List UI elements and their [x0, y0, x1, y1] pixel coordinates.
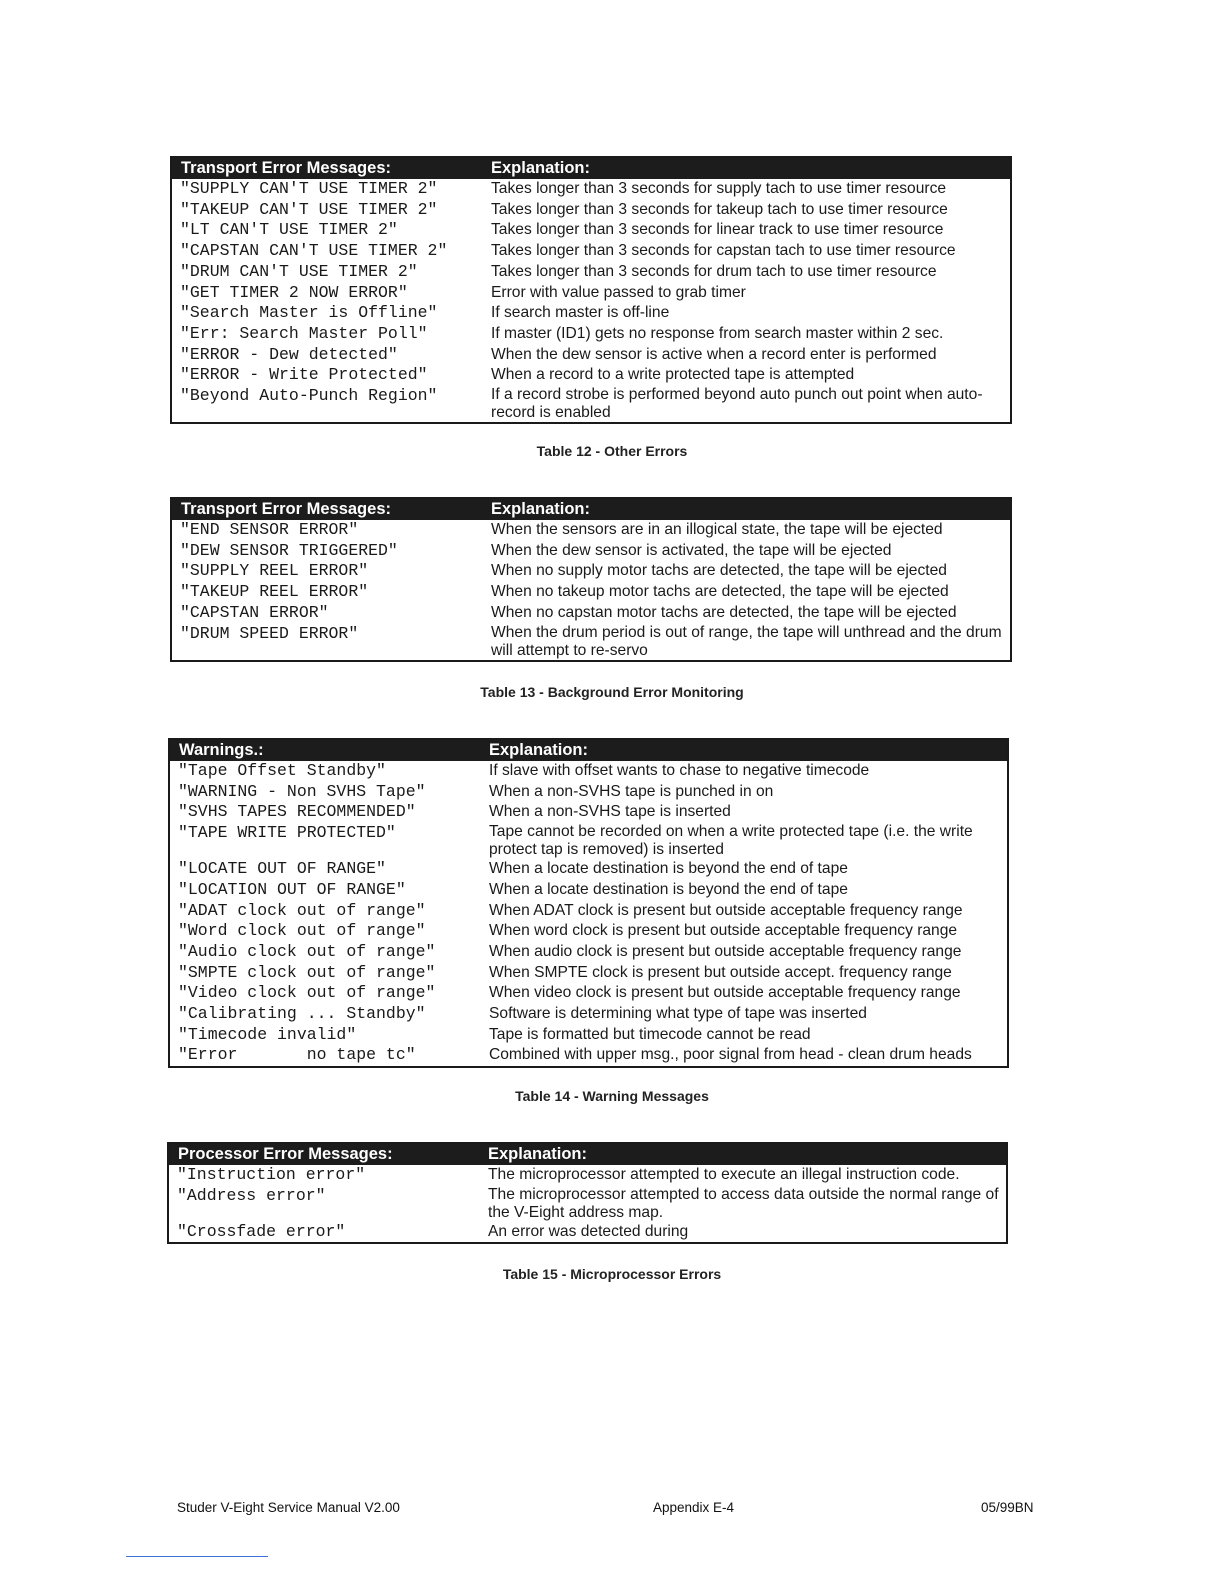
message-cell: "DEW SENSOR TRIGGERED": [180, 540, 398, 560]
header-explanation: Explanation:: [491, 159, 591, 177]
explanation-cell: When ADAT clock is present but outside acceptable frequency range: [489, 901, 963, 919]
explanation-cell: When no takeup motor tachs are detected, the tape will be ejected: [491, 583, 949, 601]
table-row: [170, 823, 1007, 859]
table-other-errors: [170, 156, 1012, 424]
explanation-cell: When the drum period is out of range, the tape will unthread and the drum will attempt to re-servo: [491, 623, 1002, 659]
table-row: [172, 541, 1010, 562]
message-cell: "CAPSTAN ERROR": [180, 602, 329, 622]
explanation-cell: Tape cannot be recorded on when a write protected tape (i.e. the write protect tap is removed) is inserted: [489, 823, 973, 859]
table-row: [170, 782, 1007, 803]
table-row: [172, 200, 1010, 221]
table-row: [172, 220, 1010, 241]
message-cell: "WARNING - Non SVHS Tape": [178, 781, 426, 801]
explanation-cell: When SMPTE clock is present but outside accept. frequency range: [489, 963, 952, 981]
explanation-cell: When a non-SVHS tape is punched in on: [489, 782, 774, 800]
table-row: [169, 1165, 1006, 1186]
explanation-cell: The microprocessor attempted to execute an illegal instruction code.: [488, 1166, 960, 1183]
header-messages: Processor Error Messages:: [178, 1145, 393, 1163]
table-row: [172, 365, 1010, 386]
table-row: [170, 1025, 1007, 1046]
header-explanation: Explanation:: [491, 500, 591, 518]
message-cell: "Err: Search Master Poll": [180, 323, 428, 343]
message-cell: "ERROR - Write Protected": [180, 365, 428, 385]
table-row: [170, 921, 1007, 942]
explanation-cell: When no capstan motor tachs are detected, the tape will be ejected: [491, 603, 957, 621]
message-cell: "Calibrating ... Standby": [178, 1004, 426, 1024]
table-row: [170, 1045, 1007, 1066]
table-row: [172, 520, 1010, 541]
footer-left: Studer V-Eight Service Manual V2.00: [177, 1500, 400, 1515]
table-row: [170, 859, 1007, 880]
message-cell: "SUPPLY REEL ERROR": [180, 561, 369, 581]
message-cell: "CAPSTAN CAN'T USE TIMER 2": [180, 241, 448, 261]
header-explanation: Explanation:: [488, 1145, 588, 1163]
message-cell: "Address error": [177, 1185, 326, 1205]
table-row: [170, 983, 1007, 1004]
explanation-cell: If search master is off-line: [491, 304, 670, 322]
message-cell: "GET TIMER 2 NOW ERROR": [180, 282, 408, 302]
table-header: [169, 1144, 1006, 1165]
table-row: [172, 262, 1010, 283]
table-row: [170, 761, 1007, 782]
table-header: [172, 499, 1010, 520]
explanation-cell: If a record strobe is performed beyond auto punch out point when auto-record is enabled: [491, 386, 983, 422]
explanation-cell: When the dew sensor is activated, the tape will be ejected: [491, 541, 892, 559]
table-row: [172, 386, 1010, 422]
explanation-cell: When word clock is present but outside acceptable frequency range: [489, 922, 958, 940]
table-row: [170, 942, 1007, 963]
table-row: [172, 582, 1010, 603]
explanation-cell: Error with value passed to grab timer: [491, 283, 746, 301]
message-cell: "LOCATION OUT OF RANGE": [178, 879, 406, 899]
header-messages: Warnings.:: [179, 741, 264, 759]
footer-right: 05/99BN: [981, 1500, 1034, 1515]
table-row: [169, 1186, 1006, 1222]
explanation-cell: The microprocessor attempted to access data outside the normal range of the V-Eight address map.: [488, 1185, 999, 1221]
message-cell: "LT CAN'T USE TIMER 2": [180, 220, 398, 240]
message-cell: "Audio clock out of range": [178, 941, 436, 961]
explanation-cell: When a locate destination is beyond the end of tape: [489, 880, 848, 898]
explanation-cell: When no supply motor tachs are detected, the tape will be ejected: [491, 562, 947, 580]
footer-center: Appendix E-4: [653, 1500, 735, 1515]
explanation-cell: Takes longer than 3 seconds for supply tach to use timer resource: [491, 180, 947, 197]
table-row: [170, 880, 1007, 901]
table-microprocessor-errors: [167, 1142, 1008, 1244]
table-row: [169, 1222, 1006, 1243]
message-cell: "Beyond Auto-Punch Region": [180, 386, 438, 406]
header-messages: Transport Error Messages:: [181, 159, 391, 177]
table-caption: Table 14 - Warning Messages: [515, 1088, 709, 1104]
table-row: [172, 241, 1010, 262]
explanation-cell: When a locate destination is beyond the end of tape: [489, 860, 848, 878]
explanation-cell: If master (ID1) gets no response from search master within 2 sec.: [491, 324, 944, 342]
table-row: [170, 963, 1007, 984]
message-cell: "SUPPLY CAN'T USE TIMER 2": [180, 179, 438, 198]
table-row: [170, 802, 1007, 823]
table-row: [172, 561, 1010, 582]
table-caption: Table 13 - Background Error Monitoring: [480, 684, 744, 700]
table-caption: Table 12 - Other Errors: [536, 443, 688, 459]
message-cell: "TAKEUP REEL ERROR": [180, 582, 369, 602]
explanation-cell: When the sensors are in an illogical state, the tape will be ejected: [491, 521, 943, 538]
message-cell: "SVHS TAPES RECOMMENDED": [178, 802, 416, 822]
header-messages: Transport Error Messages:: [181, 500, 391, 518]
message-cell: "Tape Offset Standby": [178, 761, 386, 780]
message-cell: "DRUM SPEED ERROR": [180, 623, 359, 643]
table-row: [172, 324, 1010, 345]
explanation-cell: When a record to a write protected tape is attempted: [491, 366, 855, 384]
explanation-cell: When video clock is present but outside acceptable frequency range: [489, 984, 961, 1002]
table-warning-messages: [168, 738, 1009, 1068]
explanation-cell: When a non-SVHS tape is inserted: [489, 803, 731, 821]
table-row: [172, 303, 1010, 324]
header-explanation: Explanation:: [489, 741, 589, 759]
message-cell: "LOCATE OUT OF RANGE": [178, 859, 386, 879]
explanation-cell: Takes longer than 3 seconds for drum tach to use timer resource: [491, 262, 937, 280]
explanation-cell: Takes longer than 3 seconds for capstan tach to use timer resource: [491, 242, 956, 260]
message-cell: "END SENSOR ERROR": [180, 520, 359, 539]
table-row: [172, 283, 1010, 304]
message-cell: "Video clock out of range": [178, 983, 436, 1003]
table-caption: Table 15 - Microprocessor Errors: [502, 1266, 722, 1282]
message-cell: "Word clock out of range": [178, 921, 426, 941]
explanation-cell: Combined with upper msg., poor signal from head - clean drum heads: [489, 1046, 972, 1064]
explanation-cell: If slave with offset wants to chase to negative timecode: [489, 762, 870, 779]
table-row: [172, 624, 1010, 660]
message-cell: "Crossfade error": [177, 1221, 346, 1241]
message-cell: "ERROR - Dew detected": [180, 344, 398, 364]
message-cell: "Error no tape tc": [178, 1045, 416, 1065]
explanation-cell: When the dew sensor is active when a record enter is performed: [491, 345, 937, 363]
message-cell: "ADAT clock out of range": [178, 900, 426, 920]
table-row: [170, 1004, 1007, 1025]
explanation-cell: When audio clock is present but outside acceptable frequency range: [489, 942, 962, 960]
table-row: [172, 345, 1010, 366]
table-background-errors: [170, 497, 1012, 662]
message-cell: "DRUM CAN'T USE TIMER 2": [180, 261, 418, 281]
table-row: [170, 901, 1007, 922]
divider: [126, 1556, 268, 1557]
table-row: [172, 603, 1010, 624]
explanation-cell: An error was detected during: [488, 1222, 689, 1240]
explanation-cell: Takes longer than 3 seconds for linear track to use timer resource: [491, 221, 944, 239]
explanation-cell: Tape is formatted but timecode cannot be read: [489, 1025, 811, 1043]
message-cell: "Instruction error": [177, 1165, 366, 1184]
table-row: [172, 179, 1010, 200]
message-cell: "SMPTE clock out of range": [178, 962, 436, 982]
explanation-cell: Takes longer than 3 seconds for takeup tach to use timer resource: [491, 200, 948, 218]
message-cell: "TAPE WRITE PROTECTED": [178, 823, 396, 843]
message-cell: "TAKEUP CAN'T USE TIMER 2": [180, 199, 438, 219]
explanation-cell: Software is determining what type of tape was inserted: [489, 1005, 867, 1023]
message-cell: "Timecode invalid": [178, 1024, 357, 1044]
table-header: [172, 158, 1010, 179]
table-header: [170, 740, 1007, 761]
message-cell: "Search Master is Offline": [180, 303, 438, 323]
